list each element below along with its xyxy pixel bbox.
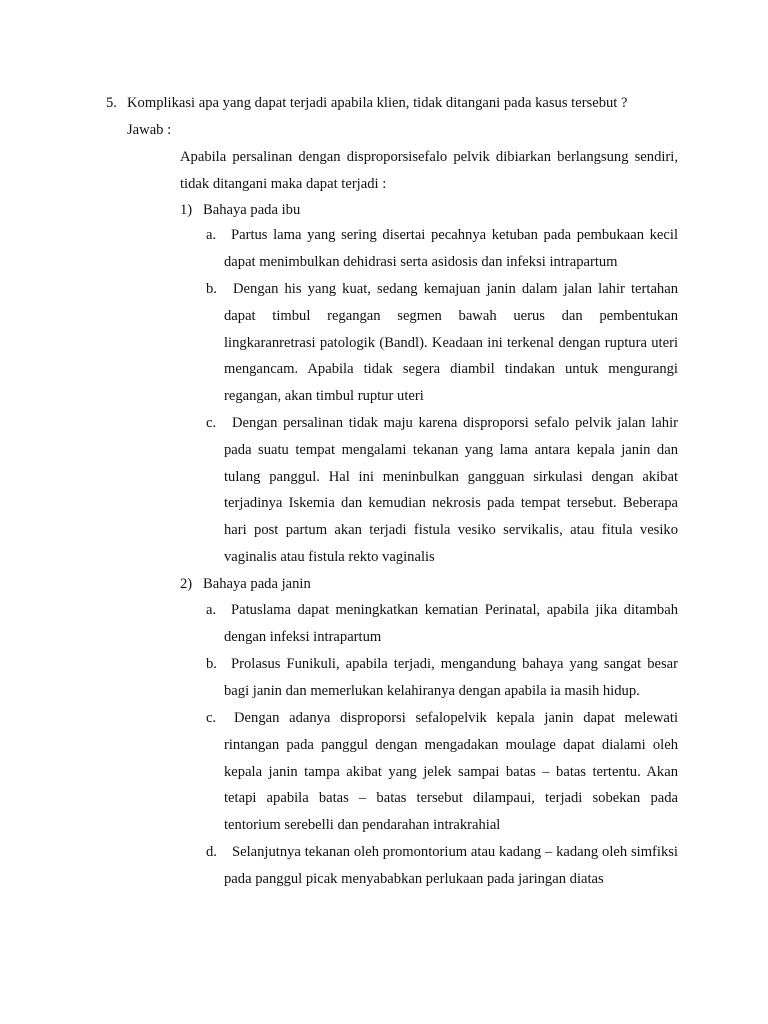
list-item-marker: b. bbox=[206, 656, 217, 672]
list-item-text: Patuslama dapat meningkatkan kematian Perinatal, apabila jika ditambah dengan infeksi intrapartum bbox=[224, 602, 678, 645]
section-number: 2) bbox=[180, 576, 193, 592]
list-item-text: Dengan persalinan tidak maju karena disproporsi sefalo pelvik jalan lahir pada suatu tempat mengalami tekanan yang lama antara kepala janin dan tulang panggul. Hal ini meninbulkan gangguan sirkulasi dengan akibat terjadinya Iskemia dan kemudian nekrosis pada tempat tersebut. Beberapa hari post partum akan terjadi fistula vesiko servikalis, atau fitula vesiko vaginalis atau fistula rekto vaginalis bbox=[224, 415, 678, 565]
list-item-marker: d. bbox=[206, 844, 217, 860]
list-item-text: Partus lama yang sering disertai pecahnya ketuban pada pembukaan kecil dapat menimbulkan dehidrasi serta asidosis dan infeksi intrapartum bbox=[224, 227, 678, 270]
answer-label: Jawab : bbox=[127, 122, 172, 138]
list-item-text: Selanjutnya tekanan oleh promontorium atau kadang – kadang oleh simfiksi pada panggul picak menyababkan perlukaan pada jaringan diatas bbox=[224, 844, 678, 887]
list-item-marker: c. bbox=[206, 415, 217, 431]
list-item-marker: a. bbox=[206, 602, 217, 618]
list-item-marker: c. bbox=[206, 710, 217, 726]
intro-paragraph: Apabila persalinan dengan disproporsisefalo pelvik dibiarkan berlangsung sendiri, tidak ditangani maka dapat terjadi : bbox=[180, 149, 678, 192]
list-item-marker: b. bbox=[206, 281, 217, 297]
section-title: Bahaya pada janin bbox=[203, 576, 311, 592]
section-title: Bahaya pada ibu bbox=[203, 202, 301, 218]
list-item-marker: a. bbox=[206, 227, 217, 243]
question-number: 5. bbox=[106, 95, 117, 111]
section-number: 1) bbox=[180, 202, 193, 218]
list-item-text: Dengan his yang kuat, sedang kemajuan janin dalam jalan lahir tertahan dapat timbul regangan segmen bawah uerus dan pembentukan lingkaranretrasi patologik (Bandl). Keadaan ini terkenal dengan ruptura uteri mengancam. Apabila tidak segera diambil tindakan untuk mengurangi regangan, akan timbul ruptur uteri bbox=[224, 281, 678, 405]
question-text: Komplikasi apa yang dapat terjadi apabila klien, tidak ditangani pada kasus tersebut ? bbox=[127, 95, 628, 111]
list-item-text: Dengan adanya disproporsi sefalopelvik kepala janin dapat melewati rintangan pada panggul dengan mengadakan moulage dapat dialami oleh kepala janin tampa akibat yang jelek sampai batas – batas tertentu. Akan tetapi apabila batas – batas tersebut dilampaui, terjadi sobekan pada tentorium serebelli dan pendarahan intrakrahial bbox=[224, 710, 678, 834]
list-item-text: Prolasus Funikuli, apabila terjadi, mengandung bahaya yang sangat besar bagi janin dan memerlukan kelahiranya dengan apabila ia masih hidup. bbox=[224, 656, 678, 699]
